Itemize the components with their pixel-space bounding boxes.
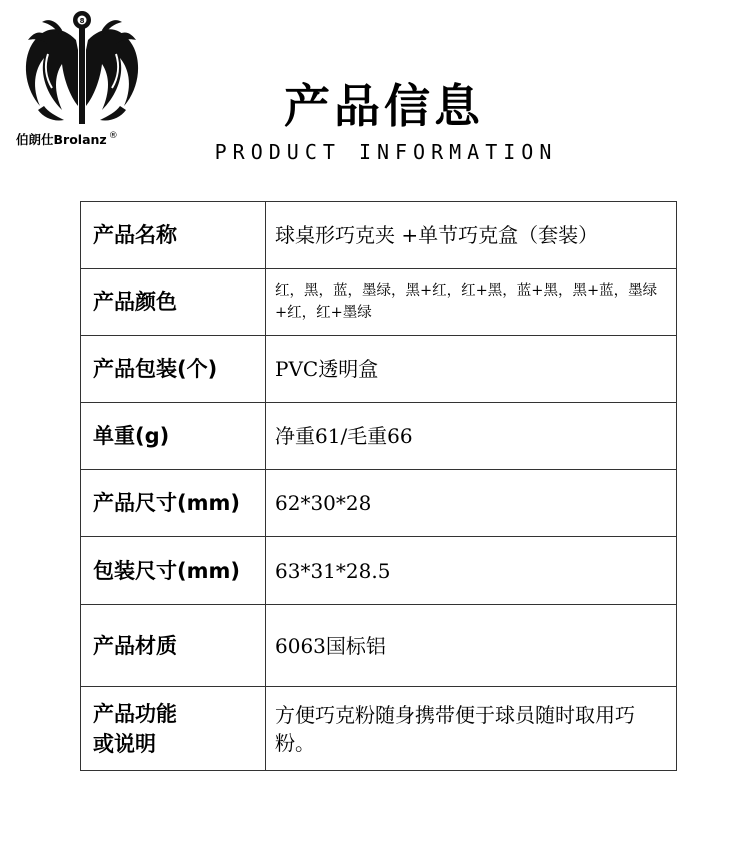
row-value: 方便巧克粉随身携带便于球员随时取用巧粉。 bbox=[266, 687, 677, 771]
table-row bbox=[81, 269, 677, 336]
eight-ball-number: 8 bbox=[79, 17, 85, 25]
table-row bbox=[81, 403, 677, 470]
table-row bbox=[81, 470, 677, 537]
row-label: 产品尺寸(mm) bbox=[81, 470, 266, 537]
table-row bbox=[81, 336, 677, 403]
row-label: 单重(g) bbox=[81, 403, 266, 470]
row-label: 包装尺寸(mm) bbox=[81, 537, 266, 605]
table-row bbox=[81, 605, 677, 687]
row-value: 63*31*28.5 bbox=[266, 537, 677, 605]
row-value: 62*30*28 bbox=[266, 470, 677, 537]
product-info-table bbox=[80, 201, 677, 771]
row-label: 产品功能 或说明 bbox=[81, 687, 266, 771]
row-label: 产品包装(个) bbox=[81, 336, 266, 403]
table-row bbox=[81, 687, 677, 771]
registered-mark: ® bbox=[108, 131, 118, 141]
row-value: 红，黑，蓝，墨绿，黑+红，红+黑，蓝+黑，黑+蓝，墨绿+红，红+墨绿 bbox=[266, 269, 677, 336]
page-subtitle: PRODUCT INFORMATION bbox=[214, 140, 558, 164]
table-row bbox=[81, 202, 677, 269]
row-label: 产品颜色 bbox=[81, 269, 266, 336]
row-value: PVC透明盒 bbox=[266, 336, 677, 403]
row-value: 净重61/毛重66 bbox=[266, 403, 677, 470]
row-value: 6063国标铝 bbox=[266, 605, 677, 687]
table-row bbox=[81, 537, 677, 605]
row-label: 产品名称 bbox=[81, 202, 266, 269]
row-value: 球桌形巧克夹 +单节巧克盒（套装） bbox=[266, 202, 677, 269]
page-title: 产品信息 bbox=[284, 79, 484, 133]
brand-name-text: 伯朗仕Brolanz bbox=[16, 132, 107, 147]
row-label: 产品材质 bbox=[81, 605, 266, 687]
